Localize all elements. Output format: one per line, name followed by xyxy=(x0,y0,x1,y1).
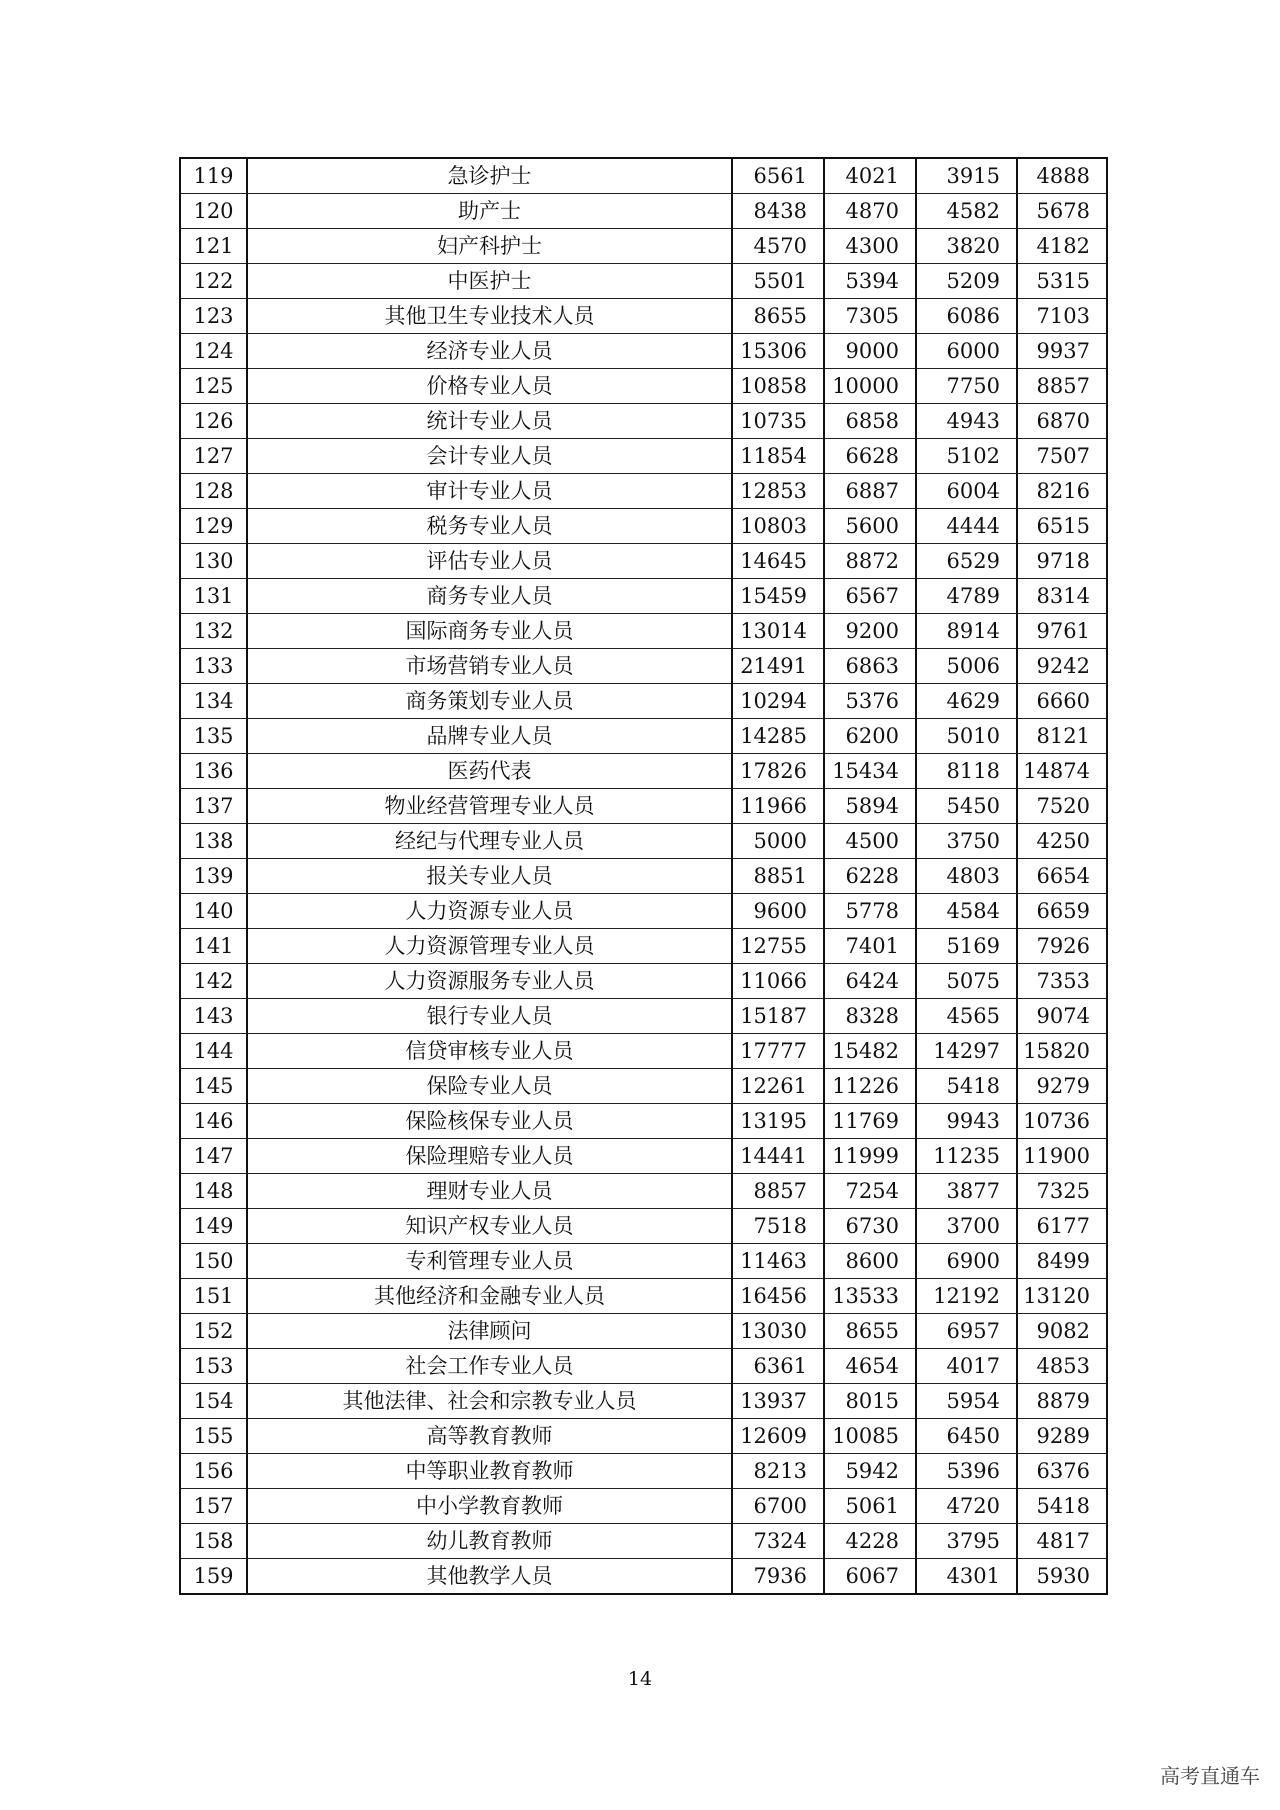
value-3-cell: 11235 xyxy=(916,1139,1017,1174)
value-1-cell: 11966 xyxy=(732,789,824,824)
value-2-cell: 8655 xyxy=(824,1314,916,1349)
value-1-cell: 14441 xyxy=(732,1139,824,1174)
occupation-name-cell: 保险理赔专业人员 xyxy=(247,1139,732,1174)
value-2-cell: 11999 xyxy=(824,1139,916,1174)
row-number-cell: 127 xyxy=(180,439,247,474)
value-2-cell: 8600 xyxy=(824,1244,916,1279)
value-3-cell: 5418 xyxy=(916,1069,1017,1104)
value-1-cell: 13030 xyxy=(732,1314,824,1349)
value-3-cell: 3877 xyxy=(916,1174,1017,1209)
value-2-cell: 6858 xyxy=(824,404,916,439)
value-1-cell: 8851 xyxy=(732,859,824,894)
value-4-cell: 6659 xyxy=(1017,894,1107,929)
value-1-cell: 8655 xyxy=(732,299,824,334)
occupation-name-cell: 理财专业人员 xyxy=(247,1174,732,1209)
value-1-cell: 10294 xyxy=(732,684,824,719)
value-4-cell: 9242 xyxy=(1017,649,1107,684)
row-number-cell: 150 xyxy=(180,1244,247,1279)
table-row xyxy=(180,1419,1107,1454)
value-3-cell: 8914 xyxy=(916,614,1017,649)
value-4-cell: 9718 xyxy=(1017,544,1107,579)
value-4-cell: 8879 xyxy=(1017,1384,1107,1419)
value-2-cell: 5894 xyxy=(824,789,916,824)
value-1-cell: 5000 xyxy=(732,824,824,859)
value-4-cell: 7103 xyxy=(1017,299,1107,334)
value-3-cell: 6004 xyxy=(916,474,1017,509)
occupation-name-cell: 医药代表 xyxy=(247,754,732,789)
occupation-name-cell: 中等职业教育教师 xyxy=(247,1454,732,1489)
value-3-cell: 5010 xyxy=(916,719,1017,754)
row-number-cell: 153 xyxy=(180,1349,247,1384)
value-1-cell: 5501 xyxy=(732,264,824,299)
value-2-cell: 8015 xyxy=(824,1384,916,1419)
value-2-cell: 4500 xyxy=(824,824,916,859)
occupation-name-cell: 商务策划专业人员 xyxy=(247,684,732,719)
value-3-cell: 4629 xyxy=(916,684,1017,719)
value-4-cell: 5418 xyxy=(1017,1489,1107,1524)
value-4-cell: 7507 xyxy=(1017,439,1107,474)
table-row xyxy=(180,1174,1107,1209)
value-3-cell: 4301 xyxy=(916,1559,1017,1595)
value-4-cell: 9761 xyxy=(1017,614,1107,649)
table-row xyxy=(180,264,1107,299)
value-3-cell: 4720 xyxy=(916,1489,1017,1524)
value-1-cell: 7518 xyxy=(732,1209,824,1244)
value-3-cell: 6086 xyxy=(916,299,1017,334)
value-4-cell: 4250 xyxy=(1017,824,1107,859)
value-3-cell: 5102 xyxy=(916,439,1017,474)
occupation-name-cell: 专利管理专业人员 xyxy=(247,1244,732,1279)
value-3-cell: 4789 xyxy=(916,579,1017,614)
row-number-cell: 128 xyxy=(180,474,247,509)
occupation-name-cell: 人力资源管理专业人员 xyxy=(247,929,732,964)
value-4-cell: 8314 xyxy=(1017,579,1107,614)
value-2-cell: 10085 xyxy=(824,1419,916,1454)
value-1-cell: 8438 xyxy=(732,194,824,229)
row-number-cell: 138 xyxy=(180,824,247,859)
value-3-cell: 4565 xyxy=(916,999,1017,1034)
value-3-cell: 4584 xyxy=(916,894,1017,929)
value-4-cell: 4853 xyxy=(1017,1349,1107,1384)
table-row xyxy=(180,1489,1107,1524)
value-4-cell: 5930 xyxy=(1017,1559,1107,1595)
row-number-cell: 124 xyxy=(180,334,247,369)
row-number-cell: 123 xyxy=(180,299,247,334)
value-1-cell: 15459 xyxy=(732,579,824,614)
table-row xyxy=(180,439,1107,474)
value-4-cell: 6870 xyxy=(1017,404,1107,439)
value-2-cell: 4021 xyxy=(824,158,916,194)
value-1-cell: 10803 xyxy=(732,509,824,544)
value-3-cell: 6957 xyxy=(916,1314,1017,1349)
occupation-name-cell: 价格专业人员 xyxy=(247,369,732,404)
value-2-cell: 5061 xyxy=(824,1489,916,1524)
value-3-cell: 3750 xyxy=(916,824,1017,859)
value-1-cell: 6561 xyxy=(732,158,824,194)
table-row xyxy=(180,614,1107,649)
occupation-name-cell: 知识产权专业人员 xyxy=(247,1209,732,1244)
value-3-cell: 14297 xyxy=(916,1034,1017,1069)
value-2-cell: 8872 xyxy=(824,544,916,579)
value-3-cell: 3700 xyxy=(916,1209,1017,1244)
value-3-cell: 4582 xyxy=(916,194,1017,229)
table-row xyxy=(180,894,1107,929)
table-row xyxy=(180,404,1107,439)
row-number-cell: 140 xyxy=(180,894,247,929)
value-2-cell: 15482 xyxy=(824,1034,916,1069)
value-3-cell: 4444 xyxy=(916,509,1017,544)
value-4-cell: 5315 xyxy=(1017,264,1107,299)
row-number-cell: 126 xyxy=(180,404,247,439)
row-number-cell: 159 xyxy=(180,1559,247,1595)
value-3-cell: 5075 xyxy=(916,964,1017,999)
value-3-cell: 12192 xyxy=(916,1279,1017,1314)
occupation-name-cell: 人力资源专业人员 xyxy=(247,894,732,929)
value-3-cell: 5169 xyxy=(916,929,1017,964)
value-2-cell: 5942 xyxy=(824,1454,916,1489)
occupation-name-cell: 妇产科护士 xyxy=(247,229,732,264)
value-2-cell: 6067 xyxy=(824,1559,916,1595)
value-4-cell: 9937 xyxy=(1017,334,1107,369)
table-row xyxy=(180,1349,1107,1384)
value-3-cell: 6000 xyxy=(916,334,1017,369)
value-4-cell: 7325 xyxy=(1017,1174,1107,1209)
value-2-cell: 13533 xyxy=(824,1279,916,1314)
value-2-cell: 5778 xyxy=(824,894,916,929)
value-1-cell: 10858 xyxy=(732,369,824,404)
value-4-cell: 6515 xyxy=(1017,509,1107,544)
value-2-cell: 6730 xyxy=(824,1209,916,1244)
occupation-name-cell: 其他法律、社会和宗教专业人员 xyxy=(247,1384,732,1419)
occupation-name-cell: 中小学教育教师 xyxy=(247,1489,732,1524)
value-1-cell: 7324 xyxy=(732,1524,824,1559)
value-1-cell: 13195 xyxy=(732,1104,824,1139)
value-4-cell: 13120 xyxy=(1017,1279,1107,1314)
row-number-cell: 137 xyxy=(180,789,247,824)
row-number-cell: 131 xyxy=(180,579,247,614)
occupation-name-cell: 幼儿教育教师 xyxy=(247,1524,732,1559)
value-1-cell: 12755 xyxy=(732,929,824,964)
row-number-cell: 120 xyxy=(180,194,247,229)
table-body xyxy=(180,158,1107,1594)
table-row xyxy=(180,1279,1107,1314)
value-2-cell: 7305 xyxy=(824,299,916,334)
value-3-cell: 5396 xyxy=(916,1454,1017,1489)
value-1-cell: 9600 xyxy=(732,894,824,929)
table-row xyxy=(180,1384,1107,1419)
row-number-cell: 143 xyxy=(180,999,247,1034)
table-row xyxy=(180,1244,1107,1279)
value-4-cell: 6376 xyxy=(1017,1454,1107,1489)
value-4-cell: 6654 xyxy=(1017,859,1107,894)
value-3-cell: 9943 xyxy=(916,1104,1017,1139)
occupation-name-cell: 急诊护士 xyxy=(247,158,732,194)
occupation-name-cell: 统计专业人员 xyxy=(247,404,732,439)
value-4-cell: 8216 xyxy=(1017,474,1107,509)
table-row xyxy=(180,334,1107,369)
occupation-name-cell: 保险专业人员 xyxy=(247,1069,732,1104)
value-2-cell: 9000 xyxy=(824,334,916,369)
value-4-cell: 8499 xyxy=(1017,1244,1107,1279)
value-3-cell: 5954 xyxy=(916,1384,1017,1419)
occupation-name-cell: 报关专业人员 xyxy=(247,859,732,894)
table-row xyxy=(180,158,1107,194)
table-row xyxy=(180,1524,1107,1559)
value-1-cell: 7936 xyxy=(732,1559,824,1595)
value-2-cell: 5376 xyxy=(824,684,916,719)
value-4-cell: 9289 xyxy=(1017,1419,1107,1454)
table-row xyxy=(180,1034,1107,1069)
table-row xyxy=(180,684,1107,719)
value-1-cell: 12609 xyxy=(732,1419,824,1454)
occupation-name-cell: 市场营销专业人员 xyxy=(247,649,732,684)
value-2-cell: 6887 xyxy=(824,474,916,509)
value-1-cell: 13014 xyxy=(732,614,824,649)
row-number-cell: 135 xyxy=(180,719,247,754)
row-number-cell: 119 xyxy=(180,158,247,194)
value-4-cell: 6177 xyxy=(1017,1209,1107,1244)
row-number-cell: 130 xyxy=(180,544,247,579)
occupation-name-cell: 经纪与代理专业人员 xyxy=(247,824,732,859)
value-2-cell: 7401 xyxy=(824,929,916,964)
value-4-cell: 14874 xyxy=(1017,754,1107,789)
value-2-cell: 4870 xyxy=(824,194,916,229)
row-number-cell: 151 xyxy=(180,1279,247,1314)
occupation-name-cell: 信贷审核专业人员 xyxy=(247,1034,732,1069)
value-4-cell: 5678 xyxy=(1017,194,1107,229)
value-4-cell: 7520 xyxy=(1017,789,1107,824)
table-row xyxy=(180,964,1107,999)
table-row xyxy=(180,754,1107,789)
occupation-name-cell: 人力资源服务专业人员 xyxy=(247,964,732,999)
row-number-cell: 145 xyxy=(180,1069,247,1104)
value-1-cell: 21491 xyxy=(732,649,824,684)
value-3-cell: 4803 xyxy=(916,859,1017,894)
value-1-cell: 11066 xyxy=(732,964,824,999)
table-row xyxy=(180,999,1107,1034)
table-row xyxy=(180,194,1107,229)
table-row xyxy=(180,1209,1107,1244)
value-4-cell: 9279 xyxy=(1017,1069,1107,1104)
value-2-cell: 10000 xyxy=(824,369,916,404)
value-2-cell: 11769 xyxy=(824,1104,916,1139)
value-2-cell: 6424 xyxy=(824,964,916,999)
occupation-name-cell: 会计专业人员 xyxy=(247,439,732,474)
table-row xyxy=(180,789,1107,824)
value-2-cell: 6863 xyxy=(824,649,916,684)
table-row xyxy=(180,1104,1107,1139)
row-number-cell: 155 xyxy=(180,1419,247,1454)
occupation-name-cell: 社会工作专业人员 xyxy=(247,1349,732,1384)
occupation-name-cell: 经济专业人员 xyxy=(247,334,732,369)
value-4-cell: 10736 xyxy=(1017,1104,1107,1139)
value-4-cell: 7926 xyxy=(1017,929,1107,964)
page-number: 14 xyxy=(627,1668,653,1690)
value-1-cell: 6700 xyxy=(732,1489,824,1524)
value-2-cell: 11226 xyxy=(824,1069,916,1104)
row-number-cell: 157 xyxy=(180,1489,247,1524)
table-row xyxy=(180,1454,1107,1489)
value-1-cell: 6361 xyxy=(732,1349,824,1384)
value-1-cell: 17777 xyxy=(732,1034,824,1069)
value-1-cell: 12853 xyxy=(732,474,824,509)
row-number-cell: 132 xyxy=(180,614,247,649)
row-number-cell: 152 xyxy=(180,1314,247,1349)
occupation-name-cell: 其他经济和金融专业人员 xyxy=(247,1279,732,1314)
occupation-name-cell: 其他卫生专业技术人员 xyxy=(247,299,732,334)
occupation-name-cell: 保险核保专业人员 xyxy=(247,1104,732,1139)
table-row xyxy=(180,544,1107,579)
value-1-cell: 15306 xyxy=(732,334,824,369)
occupation-name-cell: 物业经营管理专业人员 xyxy=(247,789,732,824)
occupation-name-cell: 品牌专业人员 xyxy=(247,719,732,754)
table-row xyxy=(180,649,1107,684)
value-3-cell: 3915 xyxy=(916,158,1017,194)
occupation-name-cell: 中医护士 xyxy=(247,264,732,299)
table-row xyxy=(180,719,1107,754)
value-2-cell: 4654 xyxy=(824,1349,916,1384)
value-3-cell: 5450 xyxy=(916,789,1017,824)
table-row xyxy=(180,369,1107,404)
occupation-name-cell: 评估专业人员 xyxy=(247,544,732,579)
value-3-cell: 4017 xyxy=(916,1349,1017,1384)
watermark-logo: 高考直通车 xyxy=(1160,1764,1260,1788)
table-row xyxy=(180,859,1107,894)
occupation-name-cell: 高等教育教师 xyxy=(247,1419,732,1454)
table-row xyxy=(180,1314,1107,1349)
value-4-cell: 8857 xyxy=(1017,369,1107,404)
occupation-name-cell: 助产士 xyxy=(247,194,732,229)
value-4-cell: 7353 xyxy=(1017,964,1107,999)
occupation-name-cell: 税务专业人员 xyxy=(247,509,732,544)
row-number-cell: 121 xyxy=(180,229,247,264)
value-2-cell: 8328 xyxy=(824,999,916,1034)
row-number-cell: 154 xyxy=(180,1384,247,1419)
occupation-name-cell: 审计专业人员 xyxy=(247,474,732,509)
value-4-cell: 4182 xyxy=(1017,229,1107,264)
value-3-cell: 6450 xyxy=(916,1419,1017,1454)
value-3-cell: 5209 xyxy=(916,264,1017,299)
salary-table xyxy=(179,157,1108,1595)
value-1-cell: 4570 xyxy=(732,229,824,264)
row-number-cell: 146 xyxy=(180,1104,247,1139)
row-number-cell: 129 xyxy=(180,509,247,544)
value-3-cell: 6900 xyxy=(916,1244,1017,1279)
value-3-cell: 7750 xyxy=(916,369,1017,404)
row-number-cell: 136 xyxy=(180,754,247,789)
value-4-cell: 4817 xyxy=(1017,1524,1107,1559)
value-2-cell: 6228 xyxy=(824,859,916,894)
value-4-cell: 9082 xyxy=(1017,1314,1107,1349)
row-number-cell: 148 xyxy=(180,1174,247,1209)
value-2-cell: 4228 xyxy=(824,1524,916,1559)
occupation-name-cell: 法律顾问 xyxy=(247,1314,732,1349)
value-4-cell: 9074 xyxy=(1017,999,1107,1034)
row-number-cell: 122 xyxy=(180,264,247,299)
value-4-cell: 15820 xyxy=(1017,1034,1107,1069)
value-4-cell: 11900 xyxy=(1017,1139,1107,1174)
value-4-cell: 4888 xyxy=(1017,158,1107,194)
value-2-cell: 6567 xyxy=(824,579,916,614)
row-number-cell: 158 xyxy=(180,1524,247,1559)
occupation-name-cell: 其他教学人员 xyxy=(247,1559,732,1595)
value-2-cell: 15434 xyxy=(824,754,916,789)
row-number-cell: 134 xyxy=(180,684,247,719)
value-2-cell: 6200 xyxy=(824,719,916,754)
row-number-cell: 156 xyxy=(180,1454,247,1489)
row-number-cell: 125 xyxy=(180,369,247,404)
value-1-cell: 14645 xyxy=(732,544,824,579)
value-2-cell: 5394 xyxy=(824,264,916,299)
table-row xyxy=(180,1139,1107,1174)
value-1-cell: 13937 xyxy=(732,1384,824,1419)
value-2-cell: 7254 xyxy=(824,1174,916,1209)
value-1-cell: 11463 xyxy=(732,1244,824,1279)
value-4-cell: 6660 xyxy=(1017,684,1107,719)
value-1-cell: 12261 xyxy=(732,1069,824,1104)
value-1-cell: 17826 xyxy=(732,754,824,789)
value-3-cell: 8118 xyxy=(916,754,1017,789)
value-3-cell: 3820 xyxy=(916,229,1017,264)
row-number-cell: 144 xyxy=(180,1034,247,1069)
value-1-cell: 15187 xyxy=(732,999,824,1034)
value-1-cell: 14285 xyxy=(732,719,824,754)
table-row xyxy=(180,929,1107,964)
value-3-cell: 6529 xyxy=(916,544,1017,579)
value-2-cell: 4300 xyxy=(824,229,916,264)
row-number-cell: 133 xyxy=(180,649,247,684)
value-2-cell: 9200 xyxy=(824,614,916,649)
value-1-cell: 8213 xyxy=(732,1454,824,1489)
value-3-cell: 4943 xyxy=(916,404,1017,439)
value-3-cell: 3795 xyxy=(916,1524,1017,1559)
value-4-cell: 8121 xyxy=(1017,719,1107,754)
table-row xyxy=(180,299,1107,334)
occupation-name-cell: 商务专业人员 xyxy=(247,579,732,614)
value-1-cell: 16456 xyxy=(732,1279,824,1314)
row-number-cell: 141 xyxy=(180,929,247,964)
table-row xyxy=(180,579,1107,614)
row-number-cell: 139 xyxy=(180,859,247,894)
table-row xyxy=(180,229,1107,264)
row-number-cell: 149 xyxy=(180,1209,247,1244)
table-row xyxy=(180,1069,1107,1104)
table-row xyxy=(180,824,1107,859)
value-2-cell: 6628 xyxy=(824,439,916,474)
table-row xyxy=(180,1559,1107,1595)
row-number-cell: 142 xyxy=(180,964,247,999)
value-1-cell: 8857 xyxy=(732,1174,824,1209)
value-1-cell: 11854 xyxy=(732,439,824,474)
occupation-name-cell: 国际商务专业人员 xyxy=(247,614,732,649)
row-number-cell: 147 xyxy=(180,1139,247,1174)
occupation-name-cell: 银行专业人员 xyxy=(247,999,732,1034)
value-3-cell: 5006 xyxy=(916,649,1017,684)
table-row xyxy=(180,509,1107,544)
table-row xyxy=(180,474,1107,509)
value-1-cell: 10735 xyxy=(732,404,824,439)
value-2-cell: 5600 xyxy=(824,509,916,544)
